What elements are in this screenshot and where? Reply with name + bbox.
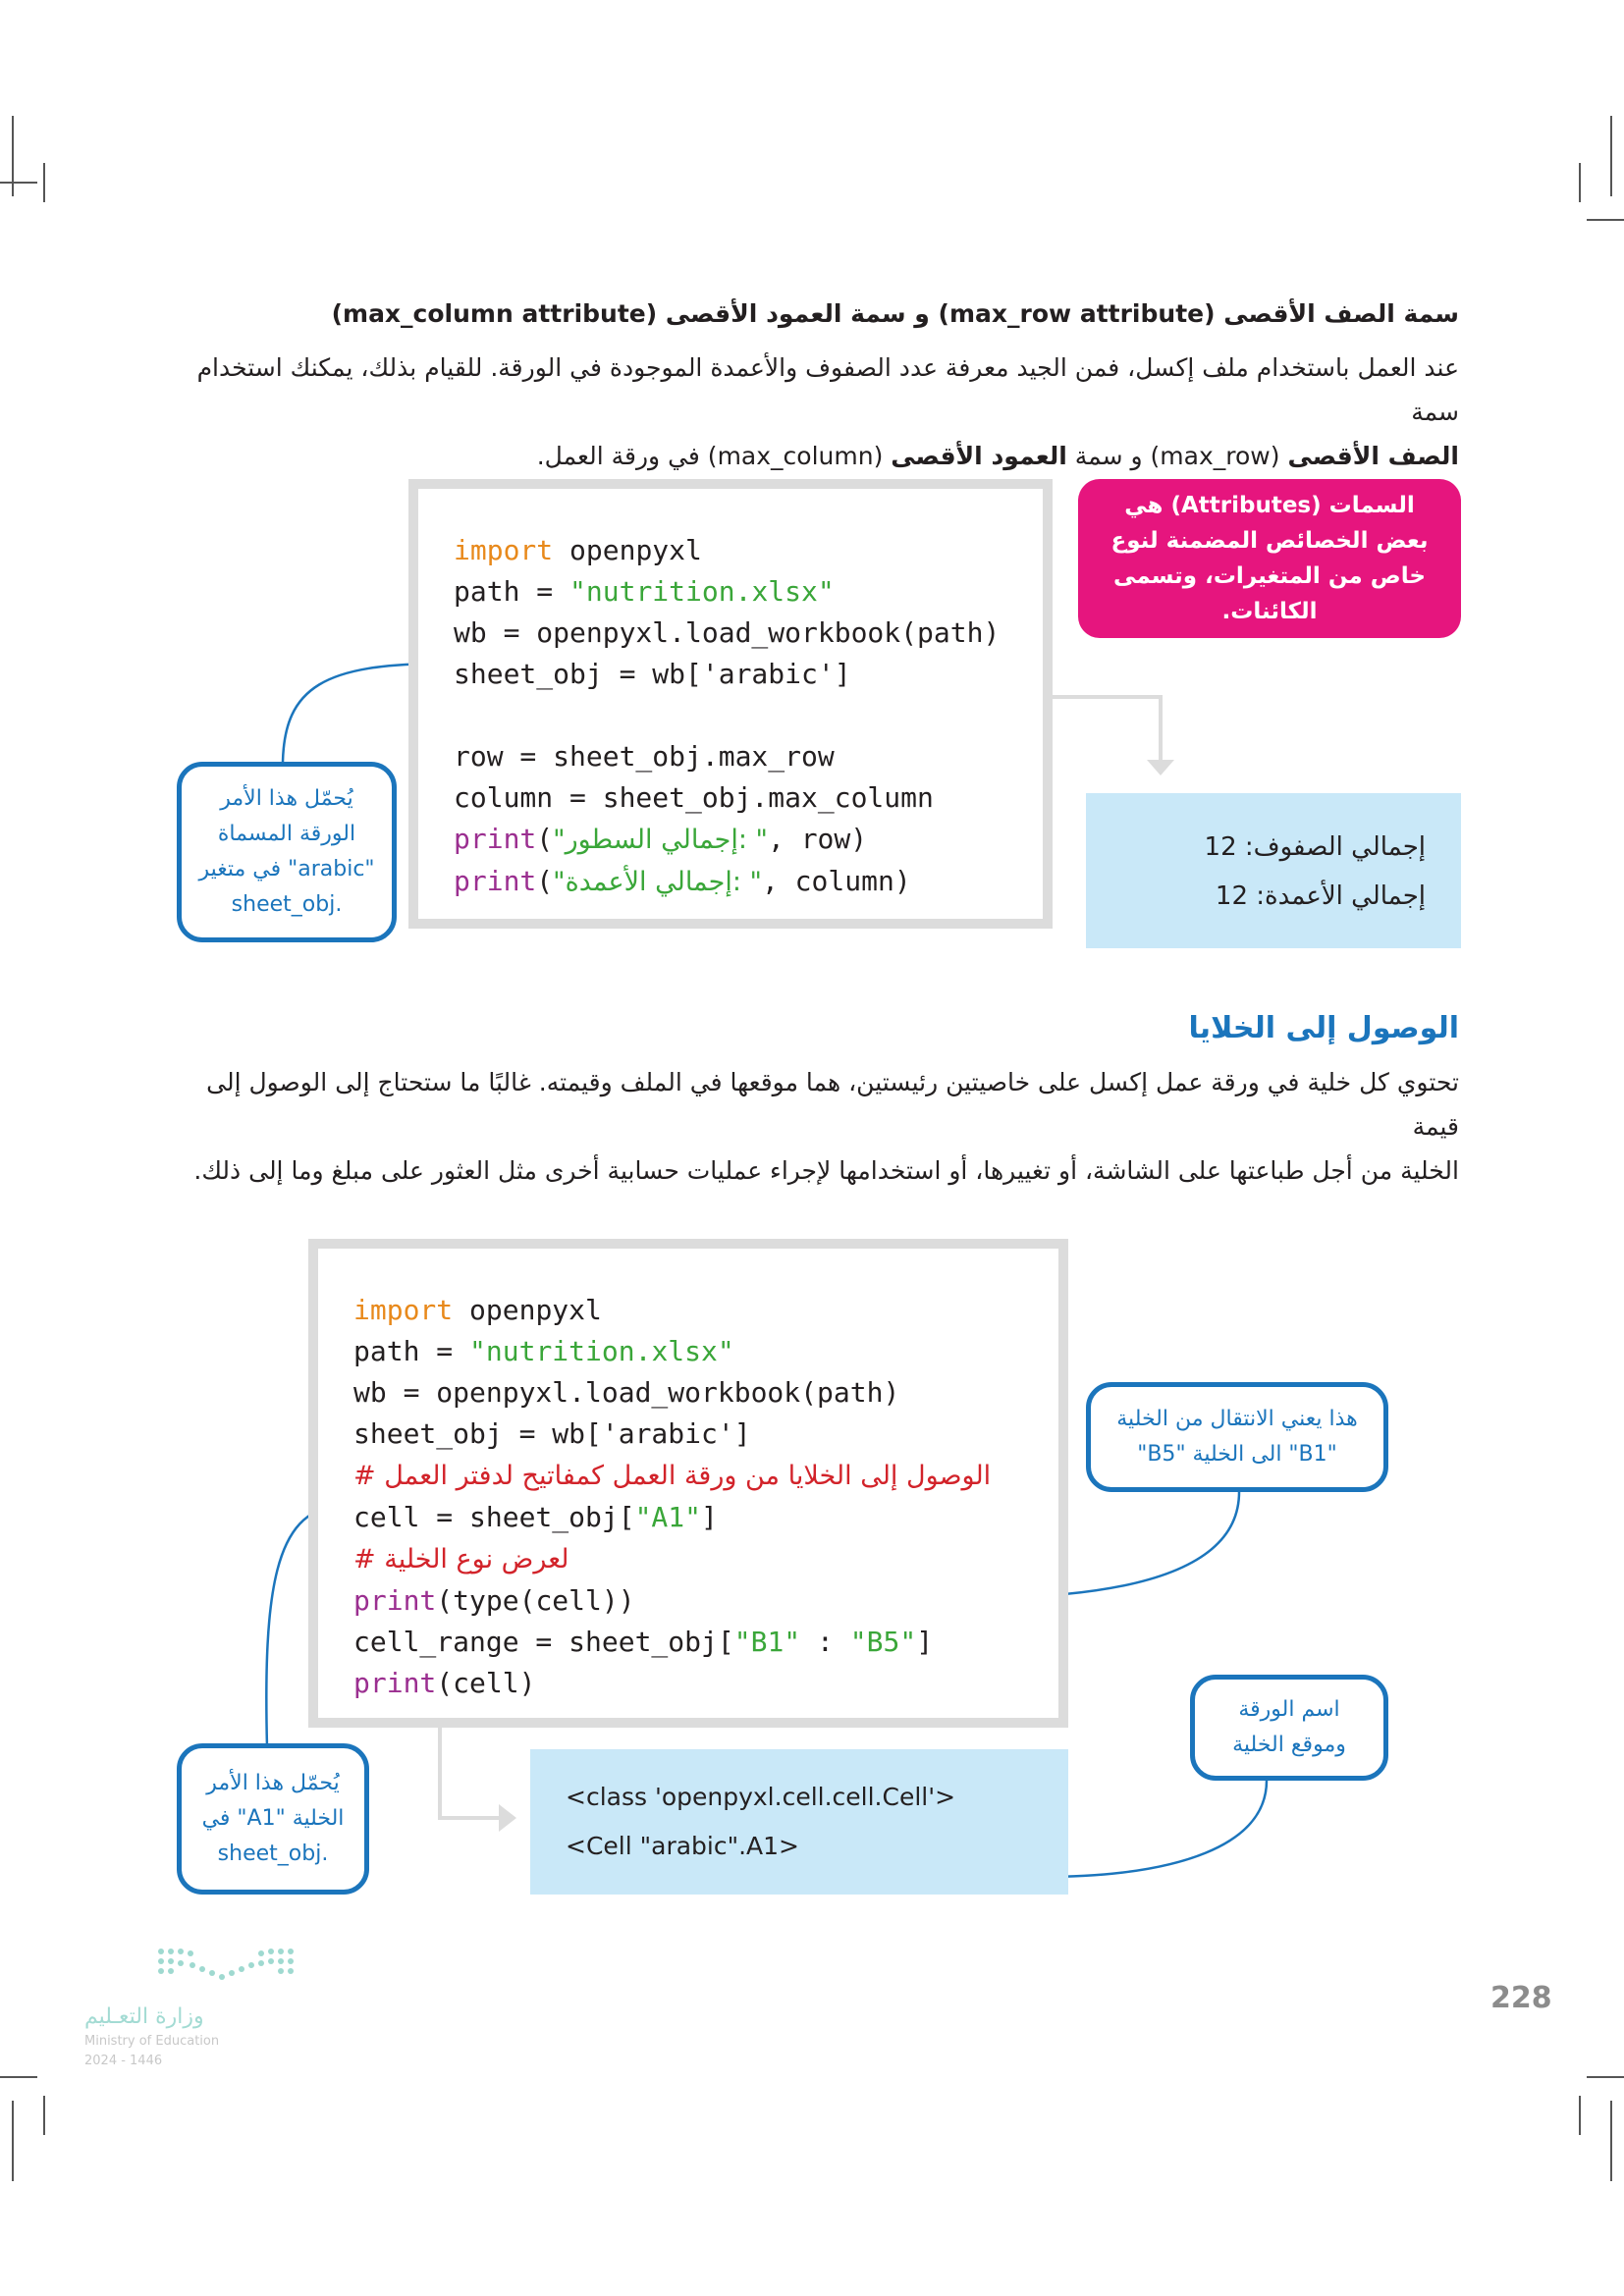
output-line: <class 'openpyxl.cell.cell.Cell'> bbox=[566, 1783, 956, 1811]
code-keyword: import bbox=[353, 1294, 454, 1326]
output-line: <Cell "arabic".A1> bbox=[566, 1832, 800, 1860]
code-string: "B1" bbox=[733, 1626, 801, 1658]
text-run: (max_column) في ورقة العمل. bbox=[536, 442, 892, 470]
code-string: "إجمالي السطور: " bbox=[553, 825, 768, 855]
note-text: السمات (Attributes) هي بعض الخصائص المضمنة لنوع خاص من المتغيرات، وتسمى الكائنات. bbox=[1110, 493, 1429, 624]
code-text: ( bbox=[536, 865, 554, 897]
code-text: path = bbox=[353, 1335, 470, 1367]
code-comment: # الوصول إلى الخلايا من ورقة العمل كمفاتيح لدفتر العمل bbox=[353, 1461, 992, 1491]
code-text: sheet_obj = wb['arabic'] bbox=[454, 658, 851, 690]
section-paragraph bbox=[163, 1060, 1459, 1193]
code-text: sheet_obj = wb['arabic'] bbox=[353, 1417, 751, 1450]
code-text: column = sheet_obj.max_column bbox=[454, 781, 934, 814]
callout-text: يُحمّل هذا الأمر الورقة المسماة "arabic" في متغير .sheet_obj bbox=[198, 786, 375, 917]
code-text: (type(cell)) bbox=[436, 1584, 635, 1617]
paragraph-line: الخلية من أجل طباعتها على الشاشة، أو تغييرها، أو استخدامها لإجراء عمليات حسابية أخرى مثل العثور على مبلغ وما إلى ذلك. bbox=[193, 1156, 1459, 1185]
code-text: openpyxl bbox=[553, 534, 702, 566]
attributes-note bbox=[1078, 479, 1461, 638]
code-text: ] bbox=[916, 1626, 934, 1658]
callout-range bbox=[1086, 1382, 1388, 1492]
output-box-1 bbox=[1086, 793, 1461, 948]
code-text: row = sheet_obj.max_row bbox=[454, 740, 835, 773]
code-text: wb = openpyxl.load_workbook(path) bbox=[454, 616, 1001, 649]
text-run: (max_row) و سمة bbox=[1066, 442, 1288, 470]
code-lines bbox=[353, 1290, 1058, 1704]
code-block-1 bbox=[408, 479, 1053, 929]
arrow-head bbox=[1147, 760, 1174, 775]
section-heading: سمة الصف الأقصى (max_row attribute) و سمة العمود الأقصى (max_column attribute) bbox=[331, 299, 1459, 328]
page-number: 228 bbox=[1490, 1981, 1552, 2015]
code-string: "nutrition.xlsx" bbox=[569, 575, 835, 608]
arrow-head bbox=[499, 1804, 516, 1832]
code-text: , row) bbox=[767, 823, 868, 855]
code-text: (cell) bbox=[436, 1667, 536, 1699]
callout-cell-loaded bbox=[177, 1743, 369, 1895]
ministry-name-en: Ministry of Education bbox=[84, 2034, 220, 2049]
output-line: إجمالي الأعمدة: 12 bbox=[1215, 881, 1426, 911]
code-text: ] bbox=[701, 1501, 718, 1533]
code-block-2 bbox=[308, 1239, 1068, 1728]
code-string: "nutrition.xlsx" bbox=[469, 1335, 734, 1367]
code-string: "إجمالي الأعمدة: " bbox=[553, 867, 762, 897]
code-text: path = bbox=[454, 575, 570, 608]
section-title: الوصول إلى الخلايا bbox=[1188, 1011, 1459, 1045]
code-text: : bbox=[800, 1626, 850, 1658]
ministry-logo-icon bbox=[147, 1942, 304, 1995]
callout-sheet-loaded bbox=[177, 762, 397, 942]
code-lines bbox=[454, 530, 1043, 903]
code-text: , column) bbox=[761, 865, 911, 897]
code-text: cell = sheet_obj[ bbox=[353, 1501, 635, 1533]
ministry-name: وزارة التعـليم bbox=[84, 2004, 204, 2029]
code-text: wb = openpyxl.load_workbook(path) bbox=[353, 1376, 900, 1409]
arrow-to-output1 bbox=[1053, 697, 1161, 764]
code-function: print bbox=[454, 865, 537, 897]
bold-term: العمود الأقصى bbox=[891, 442, 1067, 470]
callout-text: اسم الورقة وموقع الخلية bbox=[1232, 1697, 1346, 1757]
code-keyword: import bbox=[454, 534, 554, 566]
code-string: "B5" bbox=[849, 1626, 917, 1658]
output-line: إجمالي الصفوف: 12 bbox=[1204, 832, 1426, 862]
code-function: print bbox=[454, 823, 537, 855]
code-comment: # لعرض نوع الخلية bbox=[353, 1544, 569, 1575]
callout-text: يُحمّل هذا الأمر الخلية "A1" في .sheet_obj bbox=[201, 1771, 345, 1866]
arrow-to-output2 bbox=[440, 1728, 503, 1818]
code-text: openpyxl bbox=[453, 1294, 602, 1326]
code-string: "A1" bbox=[634, 1501, 702, 1533]
code-function: print bbox=[353, 1667, 437, 1699]
code-function: print bbox=[353, 1584, 437, 1617]
callout-sheet-name bbox=[1190, 1675, 1388, 1781]
code-text: ( bbox=[536, 823, 554, 855]
callout-text: هذا يعني الانتقال من الخلية "B1" الى الخلية "B5" bbox=[1116, 1407, 1358, 1467]
edition-year: 2024 - 1446 bbox=[84, 2054, 163, 2068]
output-box-2 bbox=[530, 1749, 1068, 1895]
code-text: cell_range = sheet_obj[ bbox=[353, 1626, 734, 1658]
bold-term: الصف الأقصى bbox=[1287, 442, 1459, 470]
paragraph-line: تحتوي كل خلية في ورقة عمل إكسل على خاصيتين رئيستين، هما موقعها في الملف وقيمته. غالبًا ما ستحتاج إلى الوصول إلى قيمة bbox=[206, 1068, 1459, 1141]
paragraph-line: عند العمل باستخدام ملف إكسل، فمن الجيد معرفة عدد الصفوف والأعمدة الموجودة في الورقة. للقيام بذلك، يمكنك استخدام سمة bbox=[196, 353, 1459, 426]
